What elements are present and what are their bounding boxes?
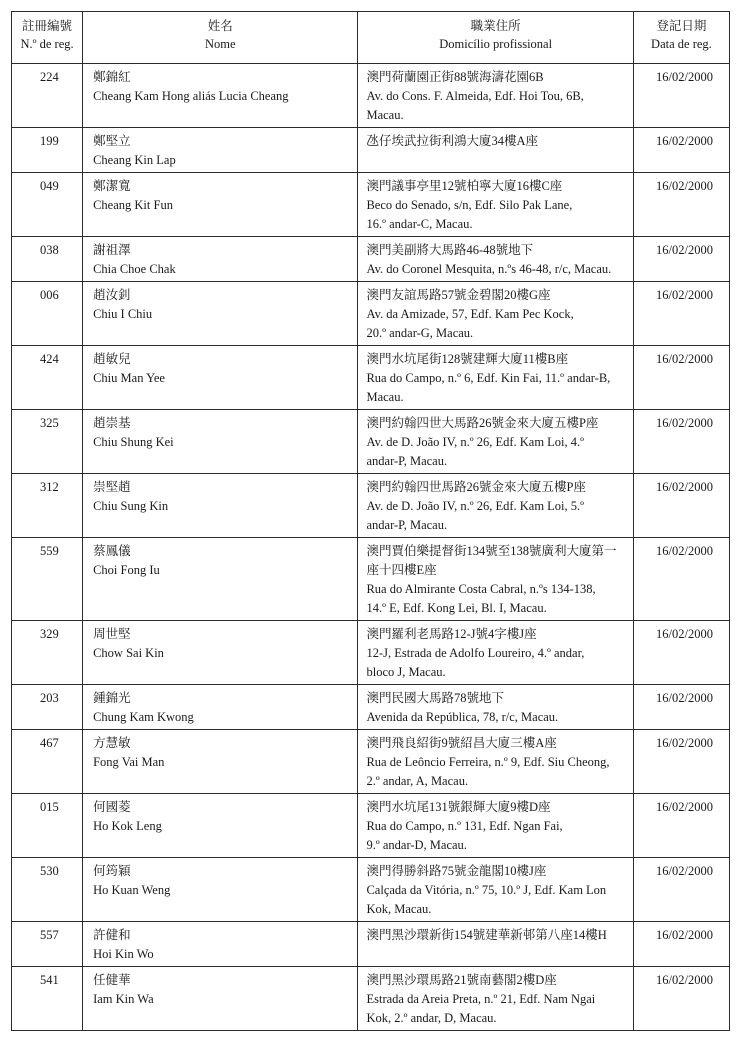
address-line: 9.º andar-D, Macau. xyxy=(366,838,467,852)
header-date-zh: 登記日期 xyxy=(656,19,707,33)
reg-number-cell: 199 xyxy=(12,128,83,173)
registration-date-cell: 16/02/2000 xyxy=(633,346,729,410)
name-cell xyxy=(83,346,358,410)
table-row xyxy=(12,685,730,730)
address-cell xyxy=(358,538,633,621)
name-cell xyxy=(83,794,358,858)
name-romanized: Cheang Kin Lap xyxy=(93,153,176,167)
table-row xyxy=(12,128,730,173)
name-romanized: Cheang Kam Hong aliás Lucia Cheang xyxy=(93,89,289,103)
address-line: 澳門羅利老馬路12-J號4字樓J座 xyxy=(366,627,537,641)
address-line: Rua do Campo, n.º 131, Edf. Ngan Fai, xyxy=(366,819,563,833)
address-line: 澳門得勝斜路75號金龍閣10樓J座 xyxy=(366,864,547,878)
name-cell xyxy=(83,538,358,621)
name-chinese: 趙汝釗 xyxy=(93,288,131,302)
reg-number-cell: 015 xyxy=(12,794,83,858)
header-date xyxy=(633,12,729,64)
name-chinese: 謝祖澤 xyxy=(93,243,131,257)
reg-number-cell: 312 xyxy=(12,474,83,538)
table-row xyxy=(12,474,730,538)
address-line: 12-J, Estrada de Adolfo Loureiro, 4.º andar, xyxy=(366,646,585,660)
header-address-pt: Domicílio profissional xyxy=(439,37,553,51)
name-romanized: Chia Choe Chak xyxy=(93,262,176,276)
name-chinese: 蔡鳳儀 xyxy=(93,544,131,558)
address-line: Rua do Campo, n.º 6, Edf. Kin Fai, 11.º andar-B, xyxy=(366,371,611,385)
name-romanized: Ho Kuan Weng xyxy=(93,883,171,897)
address-line: 澳門賈伯樂提督街134號至138號廣利大廈第一 xyxy=(366,544,617,558)
address-cell xyxy=(358,858,633,922)
name-romanized: Iam Kin Wa xyxy=(93,992,154,1006)
address-line: 澳門民國大馬路78號地下 xyxy=(366,691,504,705)
name-romanized: Chiu Shung Kei xyxy=(93,435,174,449)
address-line: Macau. xyxy=(366,390,404,404)
registration-date-cell: 16/02/2000 xyxy=(633,730,729,794)
name-cell xyxy=(83,730,358,794)
table-row xyxy=(12,730,730,794)
address-cell xyxy=(358,346,633,410)
address-line: andar-P, Macau. xyxy=(366,518,448,532)
reg-number-cell: 557 xyxy=(12,922,83,967)
registration-date-cell: 16/02/2000 xyxy=(633,474,729,538)
address-cell xyxy=(358,173,633,237)
header-address-zh: 職業住所 xyxy=(470,19,521,33)
registration-date-cell: 16/02/2000 xyxy=(633,858,729,922)
table-row xyxy=(12,410,730,474)
address-line: 澳門荷蘭園正街88號海濤花園6B xyxy=(366,70,544,84)
header-reg-number-zh: 註冊編號 xyxy=(22,19,73,33)
address-line: 澳門黑沙環新街154號建華新邨第八座14樓H xyxy=(366,928,607,942)
reg-number-cell: 559 xyxy=(12,538,83,621)
address-line: 澳門美副將大馬路46-48號地下 xyxy=(366,243,534,257)
address-cell xyxy=(358,794,633,858)
name-cell xyxy=(83,858,358,922)
name-cell xyxy=(83,621,358,685)
reg-number-cell: 038 xyxy=(12,237,83,282)
address-line: 澳門水坑尾131號銀輝大廈9樓D座 xyxy=(366,800,551,814)
address-line: Rua de Leôncio Ferreira, n.º 9, Edf. Siu Cheong, xyxy=(366,755,610,769)
name-chinese: 趙崇基 xyxy=(93,416,131,430)
address-cell xyxy=(358,64,633,128)
registration-date-cell: 16/02/2000 xyxy=(633,967,729,1031)
registration-date-cell: 16/02/2000 xyxy=(633,237,729,282)
address-cell xyxy=(358,967,633,1031)
address-line: Calçada da Vitória, n.º 75, 10.º J, Edf. Kam Lon xyxy=(366,883,607,897)
address-cell xyxy=(358,922,633,967)
address-line: 16.º andar-C, Macau. xyxy=(366,217,473,231)
name-chinese: 鄭潔寬 xyxy=(93,179,131,193)
address-line: 座十四樓E座 xyxy=(366,563,437,577)
name-chinese: 鄭錦紅 xyxy=(93,70,131,84)
table-row xyxy=(12,237,730,282)
table-body xyxy=(12,64,730,1031)
table-row xyxy=(12,794,730,858)
registration-date-cell: 16/02/2000 xyxy=(633,410,729,474)
header-name-pt: Nome xyxy=(205,37,236,51)
address-cell xyxy=(358,282,633,346)
name-romanized: Chiu Man Yee xyxy=(93,371,165,385)
address-line: 澳門黑沙環馬路21號南藝閣2樓D座 xyxy=(366,973,557,987)
name-cell xyxy=(83,685,358,730)
table-row xyxy=(12,967,730,1031)
reg-number-cell: 424 xyxy=(12,346,83,410)
address-cell xyxy=(358,410,633,474)
name-chinese: 許健和 xyxy=(93,928,131,942)
registration-date-cell: 16/02/2000 xyxy=(633,685,729,730)
name-romanized: Chiu I Chiu xyxy=(93,307,153,321)
name-romanized: Chow Sai Kin xyxy=(93,646,164,660)
address-line: Kok, Macau. xyxy=(366,902,432,916)
address-cell xyxy=(358,730,633,794)
address-line: 14.º E, Edf. Kong Lei, Bl. I, Macau. xyxy=(366,601,547,615)
reg-number-cell: 203 xyxy=(12,685,83,730)
table-header xyxy=(12,12,730,64)
reg-number-cell: 530 xyxy=(12,858,83,922)
address-cell xyxy=(358,621,633,685)
name-romanized: Ho Kok Leng xyxy=(93,819,162,833)
table-row xyxy=(12,346,730,410)
header-reg-number-pt: N.º de reg. xyxy=(20,37,74,51)
table-row xyxy=(12,922,730,967)
address-line: Av. do Coronel Mesquita, n.ºs 46-48, r/c, Macau. xyxy=(366,262,612,276)
address-line: 澳門友誼馬路57號金碧閣20樓G座 xyxy=(366,288,551,302)
table-row xyxy=(12,621,730,685)
header-date-pt: Data de reg. xyxy=(651,37,712,51)
registration-date-cell: 16/02/2000 xyxy=(633,922,729,967)
address-line: Kok, 2.º andar, D, Macau. xyxy=(366,1011,497,1025)
registration-date-cell: 16/02/2000 xyxy=(633,538,729,621)
address-line: 澳門約翰四世大馬路26號金來大廈五樓P座 xyxy=(366,416,599,430)
name-chinese: 何筠穎 xyxy=(93,864,131,878)
address-line: 澳門議事亭里12號柏寧大廈16樓C座 xyxy=(366,179,563,193)
reg-number-cell: 006 xyxy=(12,282,83,346)
name-chinese: 周世堅 xyxy=(93,627,131,641)
name-chinese: 崇堅趙 xyxy=(93,480,131,494)
table-row xyxy=(12,858,730,922)
registration-date-cell: 16/02/2000 xyxy=(633,173,729,237)
name-cell xyxy=(83,474,358,538)
table-row xyxy=(12,538,730,621)
address-line: Estrada da Areia Preta, n.º 21, Edf. Nam Ngai xyxy=(366,992,596,1006)
table-row xyxy=(12,173,730,237)
registration-date-cell: 16/02/2000 xyxy=(633,621,729,685)
address-line: 澳門飛良紹街9號紹昌大廈三樓A座 xyxy=(366,736,557,750)
address-line: Macau. xyxy=(366,108,404,122)
address-line: 澳門水坑尾街128號建輝大廈11樓B座 xyxy=(366,352,569,366)
name-chinese: 鍾錦光 xyxy=(93,691,131,705)
reg-number-cell: 329 xyxy=(12,621,83,685)
name-chinese: 任健華 xyxy=(93,973,131,987)
address-line: 澳門約翰四世馬路26號金來大廈五樓P座 xyxy=(366,480,586,494)
header-name-zh: 姓名 xyxy=(207,19,233,33)
name-cell xyxy=(83,922,358,967)
name-cell xyxy=(83,128,358,173)
address-cell xyxy=(358,237,633,282)
name-romanized: Chung Kam Kwong xyxy=(93,710,194,724)
address-line: 20.º andar-G, Macau. xyxy=(366,326,474,340)
address-line: 2.º andar, A, Macau. xyxy=(366,774,469,788)
address-line: Av. da Amizade, 57, Edf. Kam Pec Kock, xyxy=(366,307,574,321)
address-cell xyxy=(358,474,633,538)
registration-date-cell: 16/02/2000 xyxy=(633,128,729,173)
address-line: Rua do Almirante Costa Cabral, n.ºs 134-138, xyxy=(366,582,596,596)
name-cell xyxy=(83,410,358,474)
reg-number-cell: 049 xyxy=(12,173,83,237)
registration-date-cell: 16/02/2000 xyxy=(633,64,729,128)
address-line: Avenida da República, 78, r/c, Macau. xyxy=(366,710,559,724)
address-line: Av. de D. João IV, n.º 26, Edf. Kam Loi, 5.º xyxy=(366,499,585,513)
reg-number-cell: 224 xyxy=(12,64,83,128)
table-row xyxy=(12,64,730,128)
address-line: Beco do Senado, s/n, Edf. Silo Pak Lane, xyxy=(366,198,573,212)
registration-date-cell: 16/02/2000 xyxy=(633,282,729,346)
name-chinese: 鄭堅立 xyxy=(93,134,131,148)
address-line: 氹仔埃武拉街利鴻大廈34樓A座 xyxy=(366,134,538,148)
name-cell xyxy=(83,64,358,128)
name-romanized: Choi Fong Iu xyxy=(93,563,160,577)
table-row xyxy=(12,282,730,346)
reg-number-cell: 325 xyxy=(12,410,83,474)
registration-date-cell: 16/02/2000 xyxy=(633,794,729,858)
address-cell xyxy=(358,128,633,173)
reg-number-cell: 467 xyxy=(12,730,83,794)
address-line: Av. do Cons. F. Almeida, Edf. Hoi Tou, 6B, xyxy=(366,89,584,103)
name-chinese: 方慧敏 xyxy=(93,736,131,750)
address-line: andar-P, Macau. xyxy=(366,454,448,468)
reg-number-cell: 541 xyxy=(12,967,83,1031)
name-romanized: Chiu Sung Kin xyxy=(93,499,169,513)
address-cell xyxy=(358,685,633,730)
address-line: bloco J, Macau. xyxy=(366,665,446,679)
name-cell xyxy=(83,282,358,346)
name-romanized: Fong Vai Man xyxy=(93,755,165,769)
header-name xyxy=(83,12,358,64)
name-romanized: Cheang Kit Fun xyxy=(93,198,173,212)
name-cell xyxy=(83,967,358,1031)
header-address xyxy=(358,12,633,64)
name-cell xyxy=(83,237,358,282)
name-chinese: 何國菱 xyxy=(93,800,131,814)
header-reg-number xyxy=(12,12,83,64)
name-chinese: 趙敏兒 xyxy=(93,352,131,366)
registry-table xyxy=(11,11,730,1031)
address-line: Av. de D. João IV, n.º 26, Edf. Kam Loi, 4.º xyxy=(366,435,585,449)
name-romanized: Hoi Kin Wo xyxy=(93,947,154,961)
name-cell xyxy=(83,173,358,237)
